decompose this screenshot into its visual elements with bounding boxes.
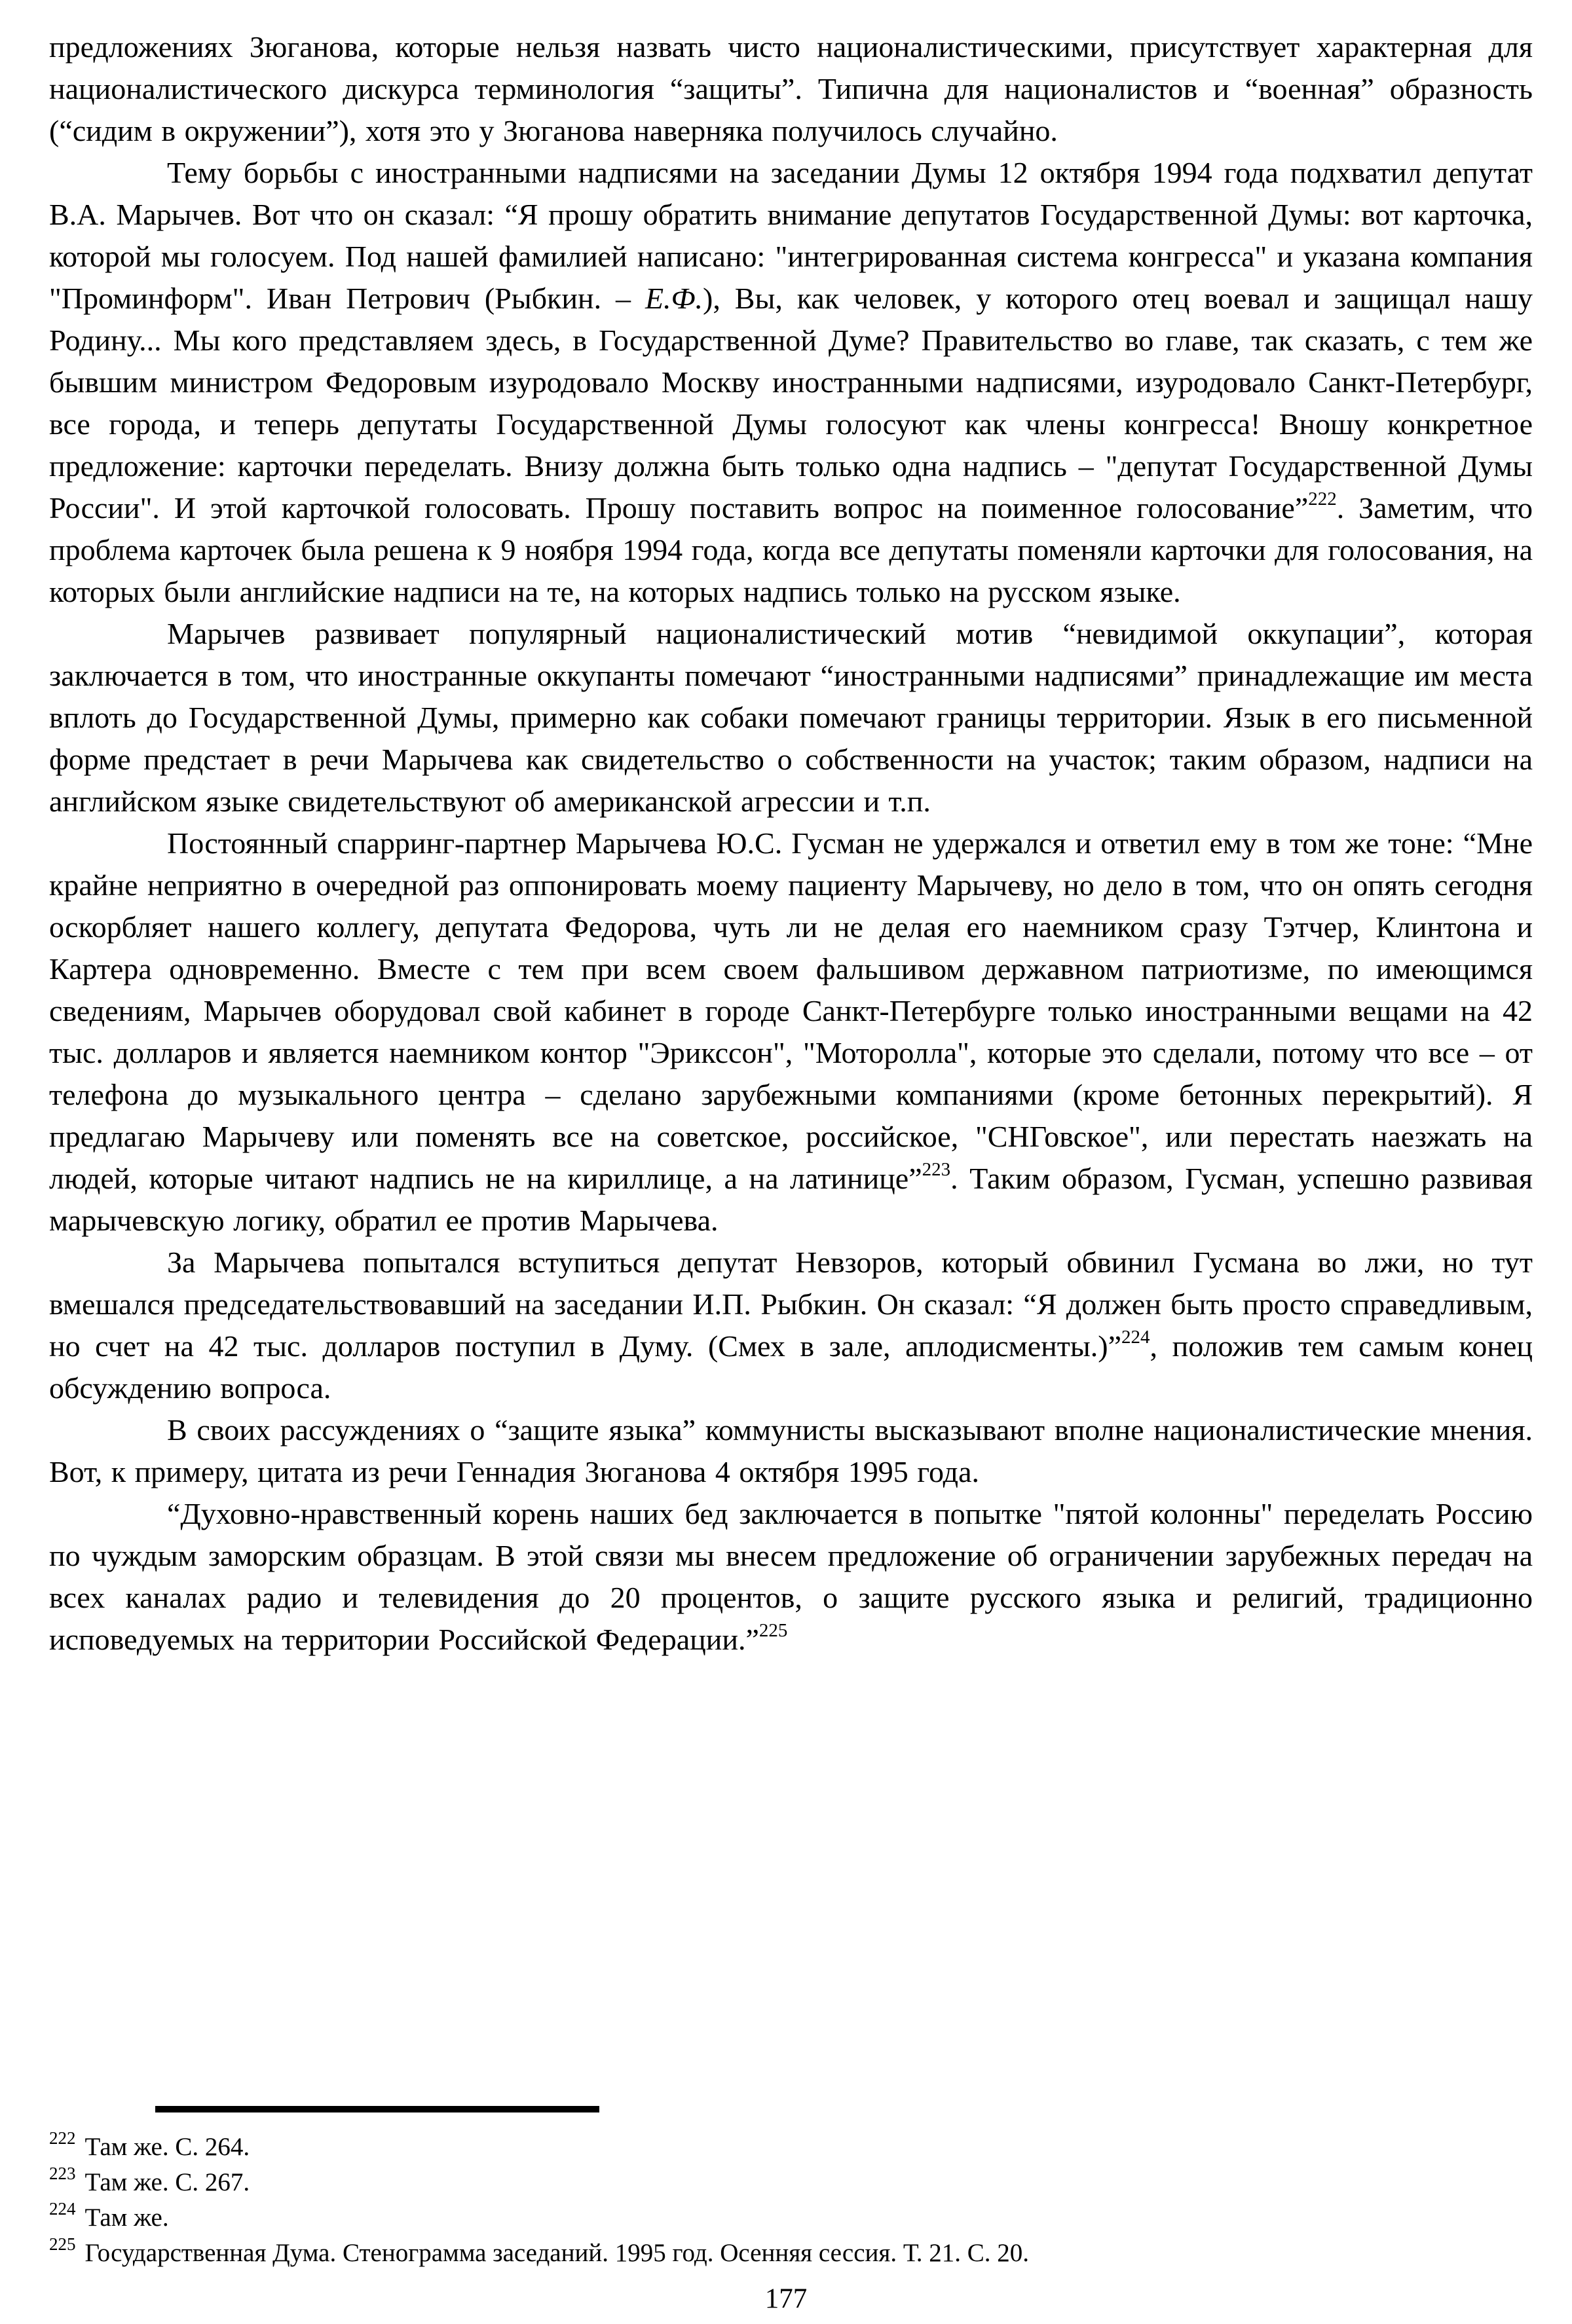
paragraph-zyuganov-quote (49, 1493, 1533, 1661)
text-segment: Марычев развивает популярный националистический мотив “невидимой оккупации”, которая заключается в том, что иностранные оккупанты помечают “иностранными надписями” принадлежащие им места вплоть до Государственной Думы, примерно как собаки помечают границы территории. Язык в его письменной форме предстает в речи Марычева как свидетельство о собственности на участок; таким образом, надписи на английском языке свидетельствуют об американской агрессии и т.п. (49, 617, 1533, 818)
paragraph-marychev-speech (49, 152, 1533, 613)
footnote-text: Там же. (84, 2204, 169, 2232)
paragraph-gusman-reply (49, 822, 1533, 1242)
text-segment: . Таким образом, Гусман, успешно развивая марычевскую логику, обратил ее против Марычева. (49, 1162, 1533, 1237)
text-segment: “Духовно-нравственный корень наших бед заключается в попытке "пятой колонны" переделать Россию по чуждым заморским образцам. В этой связи мы внесем предложение об ограничении зарубежных передач на всех каналах радио и телевидения до 20 процентов, о защите русского языка и религий, традиционно исповедуемых на территории Российской Федерации.” (49, 1497, 1533, 1656)
footnote-224 (49, 2200, 1533, 2236)
footnote-ref-224: 224 (1121, 1327, 1150, 1348)
footnote-ref-222: 222 (1308, 489, 1337, 509)
page-number: 177 (764, 2283, 808, 2314)
editor-initials: Е.Ф. (645, 282, 703, 315)
footnote-number: 223 (49, 2164, 76, 2183)
footnote-223 (49, 2165, 1533, 2200)
paragraph-communists-views (49, 1409, 1533, 1493)
text-segment: Тему борьбы с иностранными надписями на заседании Думы 12 октября 1994 года подхватил депутат В.А. Марычев. Вот что он сказал: “Я прошу обратить внимание депутатов Государственной Думы: вот карточка, которой мы голосуем. Под нашей фамилией написано: "интегрированная система конгресса" и указана компания "Проминформ". Иван Петрович (Рыбкин. – (49, 156, 1533, 315)
paragraph-continuation (49, 26, 1533, 152)
footnote-ref-225: 225 (758, 1620, 788, 1641)
text-segment: За Марычева попытался вступиться депутат Невзоров, который обвинил Гусмана во лжи, но тут вмешался председательствовавший на заседании И.П. Рыбкин. Он сказал: “Я должен быть просто справедливым, но счет на 42 тыс. долларов поступил в Думу. (Смех в зале, аплодисменты.)” (49, 1245, 1533, 1363)
footnote-number: 222 (49, 2128, 76, 2148)
footnote-number: 225 (49, 2234, 76, 2254)
footnote-225 (49, 2236, 1533, 2271)
main-text-block (49, 26, 1533, 1661)
footnote-text: Там же. С. 267. (84, 2168, 250, 2196)
text-segment: ), Вы, как человек, у которого отец воевал и защищал нашу Родину... Мы кого представляем здесь, в Государственной Думе? Правительство во главе, так сказать, с тем же бывшим министром Федоровым изуродовало Москву иностранными надписями, изуродовало Санкт-Петербург, все города, и теперь депутаты Государственной Думы голосуют как члены конгресса! Вношу конкретное предложение: карточки переделать. Внизу должна быть только одна надпись – "депутат Государственной Думы России". И этой карточкой голосовать. Прошу поставить вопрос на поименное голосование” (49, 282, 1533, 525)
footnote-separator (155, 2106, 599, 2112)
footnotes-section (49, 2130, 1533, 2271)
text-segment: предложениях Зюганова, которые нельзя назвать чисто националистическими, присутствует характерная для националистического дискурса терминология “защиты”. Типична для националистов и “военная” образность (“сидим в окружении”), хотя это у Зюганова наверняка получилось случайно. (49, 30, 1533, 147)
footnote-text: Государственная Дума. Стенограмма заседаний. 1995 год. Осенняя сессия. Т. 21. С. 20. (84, 2239, 1030, 2267)
footnote-number: 224 (49, 2199, 76, 2219)
footnote-text: Там же. С. 264. (84, 2133, 250, 2161)
text-segment: В своих рассуждениях о “защите языка” коммунисты высказывают вполне националистические мнения. Вот, к примеру, цитата из речи Геннадия Зюганова 4 октября 1995 года. (49, 1413, 1533, 1488)
text-segment: , положив тем самым конец обсуждению вопроса. (49, 1329, 1533, 1405)
text-segment: . Заметим, что проблема карточек была решена к 9 ноября 1994 года, когда все депутаты поменяли карточки для голосования, на которых были английские надписи на те, на которых надпись только на русском языке. (49, 491, 1533, 608)
footnote-ref-223: 223 (922, 1159, 951, 1180)
footnote-222 (49, 2130, 1533, 2165)
text-segment: Постоянный спарринг-партнер Марычева Ю.С. Гусман не удержался и ответил ему в том же тоне: “Мне крайне неприятно в очередной раз оппонировать моему пациенту Марычеву, но дело в том, что он опять сегодня оскорбляет нашего коллегу, депутата Федорова, чуть ли не делая его наемником сразу Тэтчер, Клинтона и Картера одновременно. Вместе с тем при всем своем фальшивом державном патриотизме, по имеющимся сведениям, Марычев оборудовал свой кабинет в городе Санкт-Петербурге только иностранными вещами на 42 тыс. долларов и является наемником контор "Эрикссон", "Моторолла", которые это сделали, потому что все – от телефона до музыкального центра – сделано зарубежными компаниями (кроме бетонных перекрытий). Я предлагаю Марычеву или поменять все на советское, российское, "СНГовское", или перестать наезжать на людей, которые читают надпись не на кириллице, а на латинице” (49, 826, 1533, 1195)
paragraph-nevzorov-rybkin (49, 1242, 1533, 1409)
paragraph-invisible-occupation (49, 613, 1533, 822)
